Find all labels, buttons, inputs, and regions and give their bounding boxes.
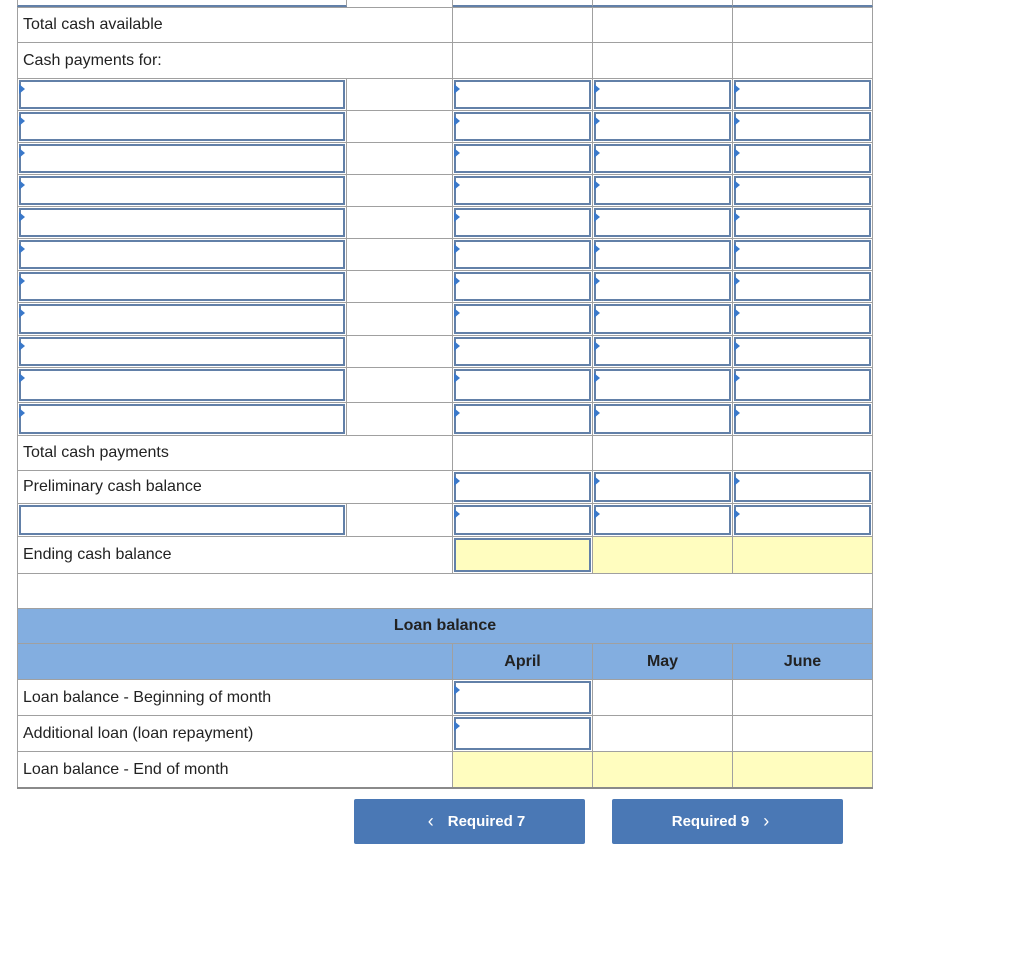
ending-cash-balance-row (17, 537, 873, 574)
payment-june-input[interactable] (734, 112, 871, 141)
payment-row (17, 79, 873, 111)
payment-may-input[interactable] (594, 176, 731, 205)
payment-june-input[interactable] (734, 272, 871, 301)
payment-label-input[interactable] (19, 337, 345, 366)
column-header-may: May (593, 644, 733, 679)
payment-april-input[interactable] (454, 112, 591, 141)
payment-row (17, 143, 873, 175)
total-cash-available-row (17, 8, 873, 43)
loan-end-june-output (733, 752, 873, 787)
payment-label-input[interactable] (19, 240, 345, 269)
payment-may-input[interactable] (594, 337, 731, 366)
payment-label-input[interactable] (19, 112, 345, 141)
payment-april-input[interactable] (454, 176, 591, 205)
loan-end-may-output (593, 752, 733, 787)
row-label: Cash payments for: (23, 51, 162, 69)
financing-june-input[interactable] (734, 505, 871, 535)
payment-label-input[interactable] (19, 208, 345, 237)
loan-balance-header (17, 609, 873, 644)
payment-label-input[interactable] (19, 176, 345, 205)
payment-label-input[interactable] (19, 404, 345, 434)
loan-begin-april-input[interactable] (454, 681, 591, 714)
payment-may-input[interactable] (594, 272, 731, 301)
loan-end-row (17, 752, 873, 789)
financing-row (17, 504, 873, 537)
payment-rows (17, 79, 873, 436)
payment-row (17, 239, 873, 271)
payment-april-input[interactable] (454, 240, 591, 269)
row-label: Ending cash balance (23, 546, 172, 563)
loan-begin-row (17, 680, 873, 716)
payment-label-input[interactable] (19, 369, 345, 401)
payment-may-input[interactable] (594, 369, 731, 401)
payment-may-input[interactable] (594, 208, 731, 237)
payment-april-input[interactable] (454, 369, 591, 401)
loan-additional-april-input[interactable] (454, 717, 591, 750)
payment-label-input[interactable] (19, 144, 345, 173)
next-required-button[interactable] (612, 799, 843, 844)
row-label: Additional loan (loan repayment) (23, 724, 254, 742)
payment-june-input[interactable] (734, 208, 871, 237)
payment-may-input[interactable] (594, 404, 731, 434)
payment-row (17, 368, 873, 403)
preliminary-may-input[interactable] (594, 472, 731, 502)
cash-budget-grid (17, 0, 873, 789)
financing-may-input[interactable] (594, 505, 731, 535)
payment-row (17, 303, 873, 336)
preliminary-april-input[interactable] (454, 472, 591, 502)
ending-may-output (593, 537, 733, 573)
payment-june-input[interactable] (734, 240, 871, 269)
row-label: Total cash payments (23, 444, 169, 461)
payment-april-input[interactable] (454, 80, 591, 109)
payment-april-input[interactable] (454, 144, 591, 173)
cash-payments-header-row (17, 43, 873, 79)
payment-may-input[interactable] (594, 304, 731, 334)
prev-required-label: Required 7 (447, 813, 526, 830)
payment-june-input[interactable] (734, 337, 871, 366)
payment-may-input[interactable] (594, 240, 731, 269)
payment-april-input[interactable] (454, 404, 591, 434)
payment-june-input[interactable] (734, 304, 871, 334)
financing-april-input[interactable] (454, 505, 591, 535)
payment-label-input[interactable] (19, 80, 345, 109)
total-cash-payments-row (17, 436, 873, 471)
prev-required-button[interactable] (354, 799, 585, 844)
next-required-label: Required 9 (671, 813, 750, 830)
chevron-left-icon: ‹ (427, 811, 434, 831)
payment-row (17, 207, 873, 239)
preliminary-june-input[interactable] (734, 472, 871, 502)
payment-june-input[interactable] (734, 176, 871, 205)
payment-row (17, 111, 873, 143)
payment-april-input[interactable] (454, 337, 591, 366)
row-label: Loan balance - Beginning of month (23, 688, 272, 706)
payment-label-input[interactable] (19, 272, 345, 301)
loan-columns-header (17, 644, 873, 680)
column-header-april: April (453, 644, 593, 679)
payment-april-input[interactable] (454, 208, 591, 237)
payment-may-input[interactable] (594, 144, 731, 173)
payment-row (17, 336, 873, 368)
payment-row (17, 175, 873, 207)
ending-june-output (733, 537, 873, 573)
ending-april-output (454, 538, 591, 572)
payment-april-input[interactable] (454, 272, 591, 301)
spacer-row (17, 574, 873, 609)
payment-row (17, 271, 873, 303)
payment-row (17, 403, 873, 436)
column-header-june: June (733, 644, 873, 679)
payment-june-input[interactable] (734, 80, 871, 109)
payment-may-input[interactable] (594, 80, 731, 109)
payment-label-input[interactable] (19, 304, 345, 334)
financing-label-input[interactable] (19, 505, 345, 535)
loan-additional-row (17, 716, 873, 752)
row-label: Preliminary cash balance (23, 478, 202, 495)
row-label: Loan balance - End of month (23, 760, 229, 778)
loan-balance-title: Loan balance (17, 609, 873, 643)
loan-end-april-output (453, 752, 593, 787)
payment-may-input[interactable] (594, 112, 731, 141)
payment-april-input[interactable] (454, 304, 591, 334)
row-label: Total cash available (23, 16, 163, 33)
payment-june-input[interactable] (734, 369, 871, 401)
chevron-right-icon: › (763, 811, 770, 831)
payment-june-input[interactable] (734, 144, 871, 173)
preliminary-cash-balance-row (17, 471, 873, 504)
table-row (17, 0, 873, 8)
payment-june-input[interactable] (734, 404, 871, 434)
